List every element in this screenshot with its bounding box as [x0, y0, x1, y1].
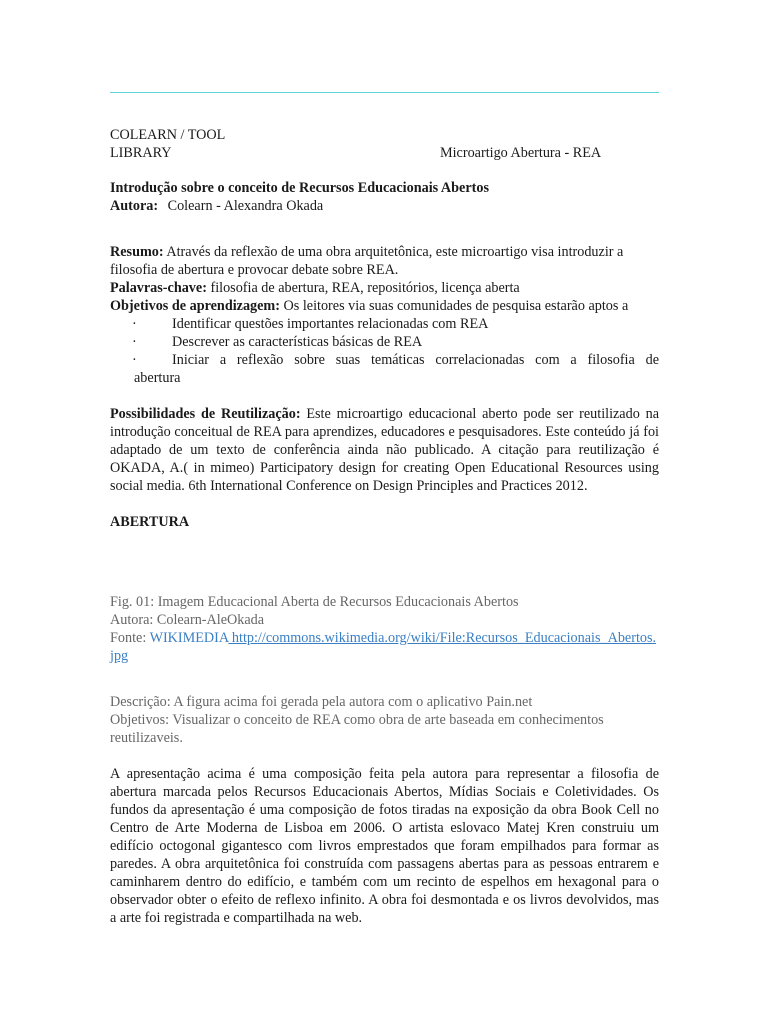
keywords-text: filosofia de abertura, REA, repositórios, licença aberta — [210, 280, 520, 296]
author-value: Colearn - Alexandra Okada — [167, 198, 324, 214]
list-item: · Identificar questões importantes relacionadas com REA — [132, 316, 489, 332]
header-rule — [110, 92, 659, 93]
figure-caption-block — [110, 593, 659, 665]
section-heading: ABERTURA — [110, 514, 190, 530]
bullet-icon: · — [132, 352, 137, 368]
abstract-label: Resumo: — [110, 244, 164, 260]
objectives-list — [110, 315, 659, 387]
header-left-line1: COLEARN / TOOL — [110, 127, 226, 143]
figure-source — [110, 629, 659, 665]
abstract — [110, 243, 659, 279]
list-item: · Descrever as características básicas de REA — [132, 334, 423, 350]
wikimedia-link[interactable]: WIKIMEDIA http://commons.wikimedia.org/wiki/File:Recursos_Educacionais_Abertos.jpg — [110, 630, 657, 664]
objectives — [110, 297, 659, 315]
document-header — [110, 126, 659, 162]
header-left — [110, 126, 310, 162]
reuse-text: Este microartigo educacional aberto pode ser reutilizado na introdução conceitual de REA para aprendizes, educadores e pesquisadores. Este conteúdo já foi adaptado de um texto de conferência ainda não publicado. A citação para reutilização é OKADA, A.( in mimeo) Participatory design for creating Open Educational Resources using social media. 6th International Conference on Design Principles and Practices 2012. — [110, 406, 659, 494]
figure-caption: Fig. 01: Imagem Educacional Aberta de Recursos Educacionais Abertos — [110, 594, 519, 610]
bullet-icon: · — [132, 334, 137, 350]
figure-source-label: Fonte: — [110, 630, 150, 646]
document-content — [110, 126, 659, 927]
reuse-label: Possibilidades de Reutilização: — [110, 406, 301, 422]
list-item: · Iniciar a reflexão sobre suas temáticas correlacionadas com a filosofia de abertura — [132, 352, 659, 386]
objectives-text: Os leitores via suas comunidades de pesquisa estarão aptos a — [283, 298, 629, 314]
bullet-icon: · — [132, 316, 137, 332]
header-left-line2: LIBRARY — [110, 145, 172, 161]
figure-author: Autora: Colearn-AleOkada — [110, 612, 265, 628]
keywords — [110, 279, 659, 297]
objectives-label: Objetivos de aprendizagem: — [110, 298, 280, 314]
document-title: Introdução sobre o conceito de Recursos Educacionais Abertos — [110, 180, 489, 196]
author-line — [110, 197, 659, 215]
keywords-label: Palavras-chave: — [110, 280, 207, 296]
objectives-description: Objetivos: Visualizar o conceito de REA como obra de arte baseada em conhecimentos reutilizaveis. — [110, 712, 604, 746]
wikimedia-url[interactable]: http://commons.wikimedia.org/wiki/File:Recursos_Educacionais_Abertos.jpg — [110, 630, 657, 664]
description-line: Descrição: A figura acima foi gerada pela autora com o aplicativo Pain.net — [110, 694, 533, 710]
body-paragraph: A apresentação acima é uma composição feita pela autora para representar a filosofia de abertura marcada pelos Recursos Educacionais Abertos, Mídias Sociais e Coletividades. Os fundos da apresentação é uma composição de fotos tiradas na exposição da obra Book Cell no Centro de Arte Moderna de Lisboa em 2006. O artista eslovaco Matej Kren construiu um edifício octogonal gigantesco com livros emprestados que foram empilhados para formar as paredes. A obra arquitetônica foi construída com passagens abertas para as pessoas entrarem e caminharem dentro do edifício, e também com um recinto de espelhos em hexagonal para o observador obter o efeito de reflexo infinito. A obra foi desmontada e os livros devolvidos, mas a arte foi registrada e compartilhada na web. — [110, 766, 659, 926]
author-label: Autora: — [110, 198, 159, 214]
header-right: Microartigo Abertura - REA — [440, 145, 602, 161]
reuse-paragraph — [110, 405, 659, 495]
abstract-text: Através da reflexão de uma obra arquitetônica, este microartigo visa introduzir a filosofia de abertura e provocar debate sobre REA. — [110, 244, 624, 278]
figure-description — [110, 693, 659, 747]
